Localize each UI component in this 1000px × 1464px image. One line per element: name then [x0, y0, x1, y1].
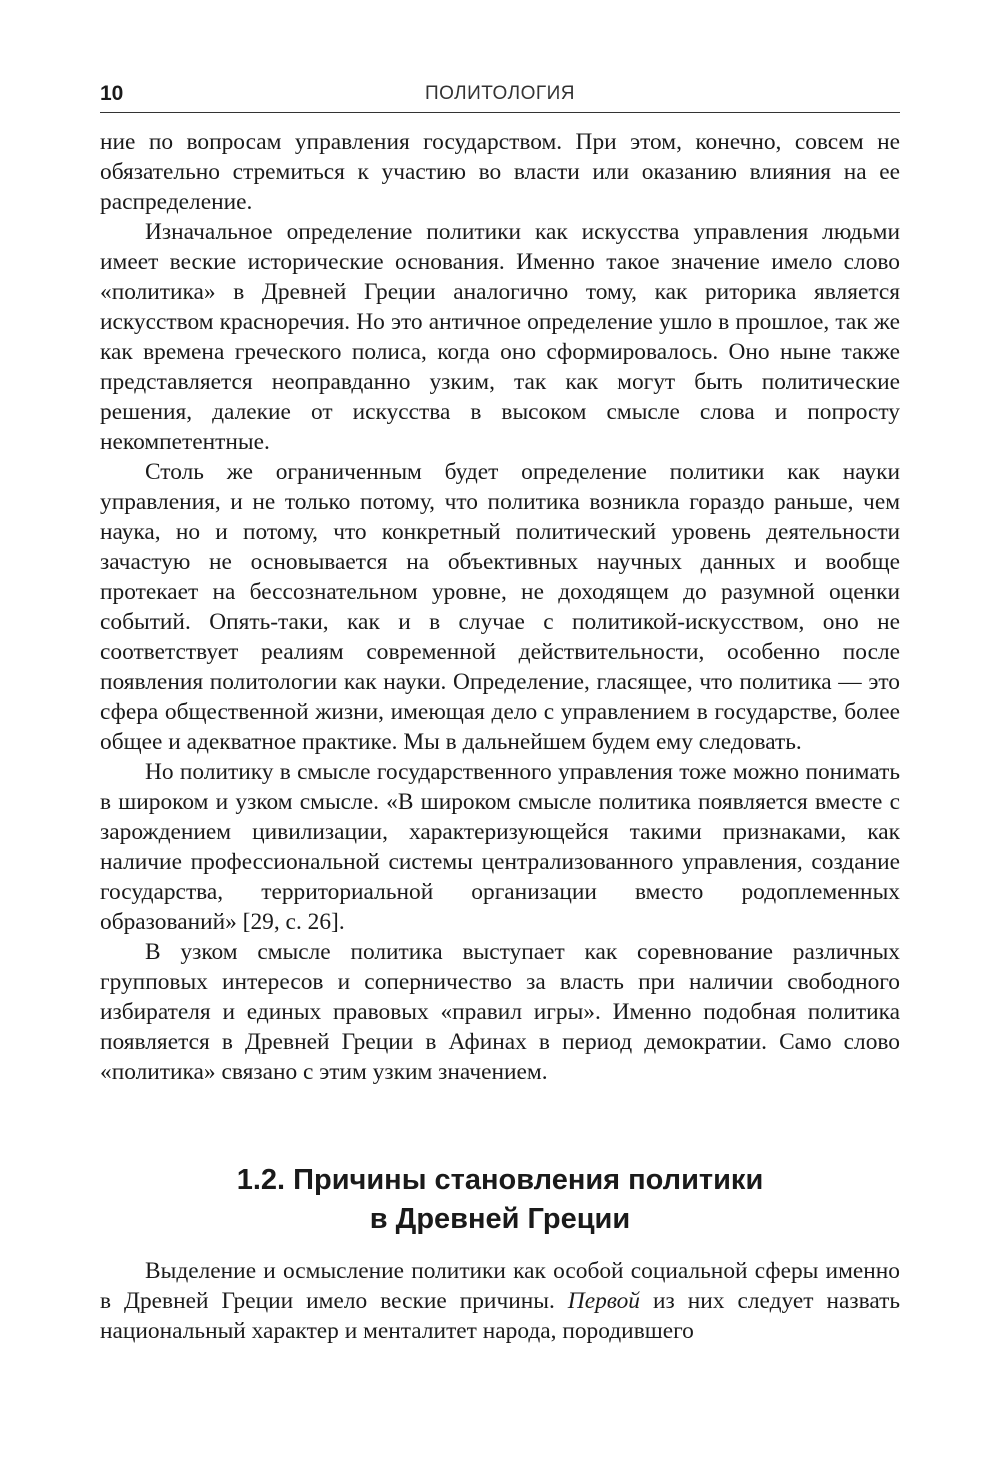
paragraph-narrow-sense: В узком смысле политика выступает как соревнование различных групповых интересов и соперничество за власть при наличии свободного избирателя и единых правовых «правил игры». Именно подобная политика появляется в Древней Греции в Афинах в период демократии. Само слово «политика» связано с этим узким значением. — [100, 939, 900, 1085]
paragraph-science-of-governance: Столь же ограниченным будет определение политики как науки управления, и не только потому, что политика возникла гораздо раньше, чем наука, но и потому, что конкретный политический уровень деятельности зачастую не основывается на объективных научных данных и вообще протекает на бессознательном уровне, не доходящем до разумной оценки событий. Опять-таки, как и в случае с политикой-искусством, оно не соответствует реалиям современной действительности, особенно после появления политологии как науки. Определение, гласящее, что политика — это сфера общественной жизни, имеющая дело с управлением в государстве, более общее и адекватное практике. Мы в дальнейшем будем ему следовать. — [100, 459, 900, 755]
page-number: 10 — [100, 82, 124, 105]
body-text — [100, 127, 900, 1346]
section-heading-line-2: в Древней Греции — [369, 1203, 631, 1235]
section-heading-line-1: 1.2. Причины становления политики — [236, 1164, 764, 1196]
paragraph-broad-sense: Но политику в смысле государственного управления тоже можно понимать в широком и узком смысле. «В широком смысле политика появляется вместе с зарождением цивилизации, характеризующейся такими признаками, как наличие профессиональной системы централизованного управления, создание государства, территориальной организации вместо родоплеменных образований» [29, с. 26]. — [100, 759, 900, 935]
running-title: ПОЛИТОЛОГИЯ — [424, 83, 576, 104]
paragraph-continued: ние по вопросам управления государством. При этом, конечно, совсем не обязательно стремиться к участию во власти или оказанию влияния на ее распределение. — [100, 129, 900, 215]
paragraph-art-of-governance: Изначальное определение политики как искусства управления людьми имеет веские исторические основания. Именно такое значение имело слово «политика» в Древней Греции аналогично тому, как риторика является искусством красноречия. Но это античное определение ушло в прошлое, так же как времена греческого полиса, когда оно сформировалось. Оно ныне также представляется неоправданно узким, так как могут быть политические решения, далекие от искусства в высоком смысле слова и попросту некомпетентные. — [100, 219, 900, 455]
reasons-text-start: Выделение и осмысление политики как особой социальной сферы именно в Древней Греции имело веские причины. — [100, 1258, 900, 1314]
reasons-text-end: из них следует назвать национальный характер и менталитет народа, породившего — [100, 1288, 900, 1344]
book-page — [100, 78, 900, 1346]
section-heading — [100, 1161, 900, 1239]
running-header — [100, 78, 900, 113]
italic-emphasis: Первой — [567, 1288, 641, 1314]
paragraph-reasons — [100, 1256, 900, 1346]
